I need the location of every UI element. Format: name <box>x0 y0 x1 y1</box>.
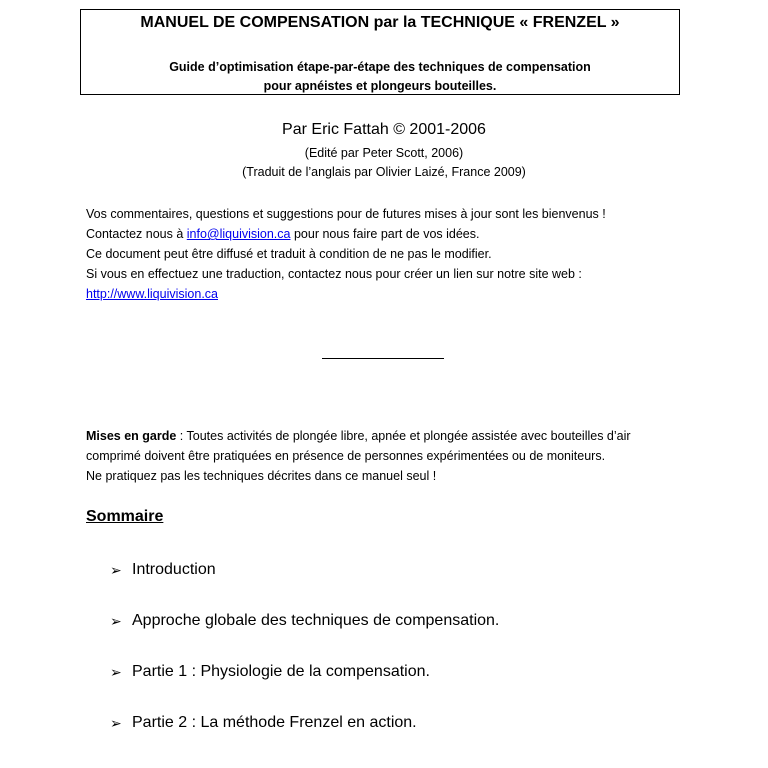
intro-line-3: Ce document peut être diffusé et traduit à condition de ne pas le modifier. <box>86 247 492 261</box>
warning-line-1 <box>86 426 631 446</box>
intro-paragraph <box>86 204 606 304</box>
translator-line: (Traduit de l’anglais par Olivier Laizé, France 2009) <box>242 165 526 179</box>
website-link[interactable]: http://www.liquivision.ca <box>86 287 219 301</box>
website-line <box>86 284 606 304</box>
document-title: MANUEL DE COMPENSATION par la TECHNIQUE « FRENZEL » <box>140 14 620 31</box>
toc-item-label: Approche globale des techniques de compensation. <box>132 612 500 629</box>
toc-item[interactable] <box>110 714 417 732</box>
toc-item[interactable] <box>110 663 430 681</box>
contact-text-after: pour nous faire part de vos idées. <box>290 227 480 241</box>
editor-line: (Edité par Peter Scott, 2006) <box>304 146 464 160</box>
warning-label: Mises en garde <box>86 429 177 443</box>
arrow-bullet-icon: ➢ <box>110 714 122 731</box>
warning-text: : Toutes activités de plongée libre, apnée et plongée assistée avec bouteilles d’air <box>176 429 631 443</box>
intro-line-1: Vos commentaires, questions et suggestions pour de futures mises à jour sont les bienvenus ! <box>86 207 606 221</box>
warning-paragraph <box>86 426 631 486</box>
email-link[interactable]: info@liquivision.ca <box>186 227 291 241</box>
contact-text-before: Contactez nous à <box>86 227 187 241</box>
toc-item[interactable] <box>110 561 216 579</box>
arrow-bullet-icon: ➢ <box>110 561 122 578</box>
intro-line-2 <box>86 224 606 244</box>
author-line: Par Eric Fattah © 2001-2006 <box>282 121 486 138</box>
title-box <box>80 9 680 95</box>
subtitle-line-1: Guide d’optimisation étape-par-étape des techniques de compensation <box>169 60 591 74</box>
arrow-bullet-icon: ➢ <box>110 663 122 680</box>
toc-item[interactable] <box>110 612 499 630</box>
intro-line-4: Si vous en effectuez une traduction, contactez nous pour créer un lien sur notre site web : <box>86 267 582 281</box>
toc-item-label: Introduction <box>132 561 216 578</box>
toc-item-label: Partie 1 : Physiologie de la compensation. <box>132 663 430 680</box>
toc-item-label: Partie 2 : La méthode Frenzel en action. <box>132 714 417 731</box>
subtitle-line-2: pour apnéistes et plongeurs bouteilles. <box>263 79 497 93</box>
toc-heading: Sommaire <box>86 508 164 525</box>
separator-line <box>322 358 444 359</box>
arrow-bullet-icon: ➢ <box>110 612 122 629</box>
warning-line-3: Ne pratiquez pas les techniques décrites dans ce manuel seul ! <box>86 469 437 483</box>
warning-line-2: comprimé doivent être pratiquées en présence de personnes expérimentées ou de moniteurs. <box>86 449 606 463</box>
